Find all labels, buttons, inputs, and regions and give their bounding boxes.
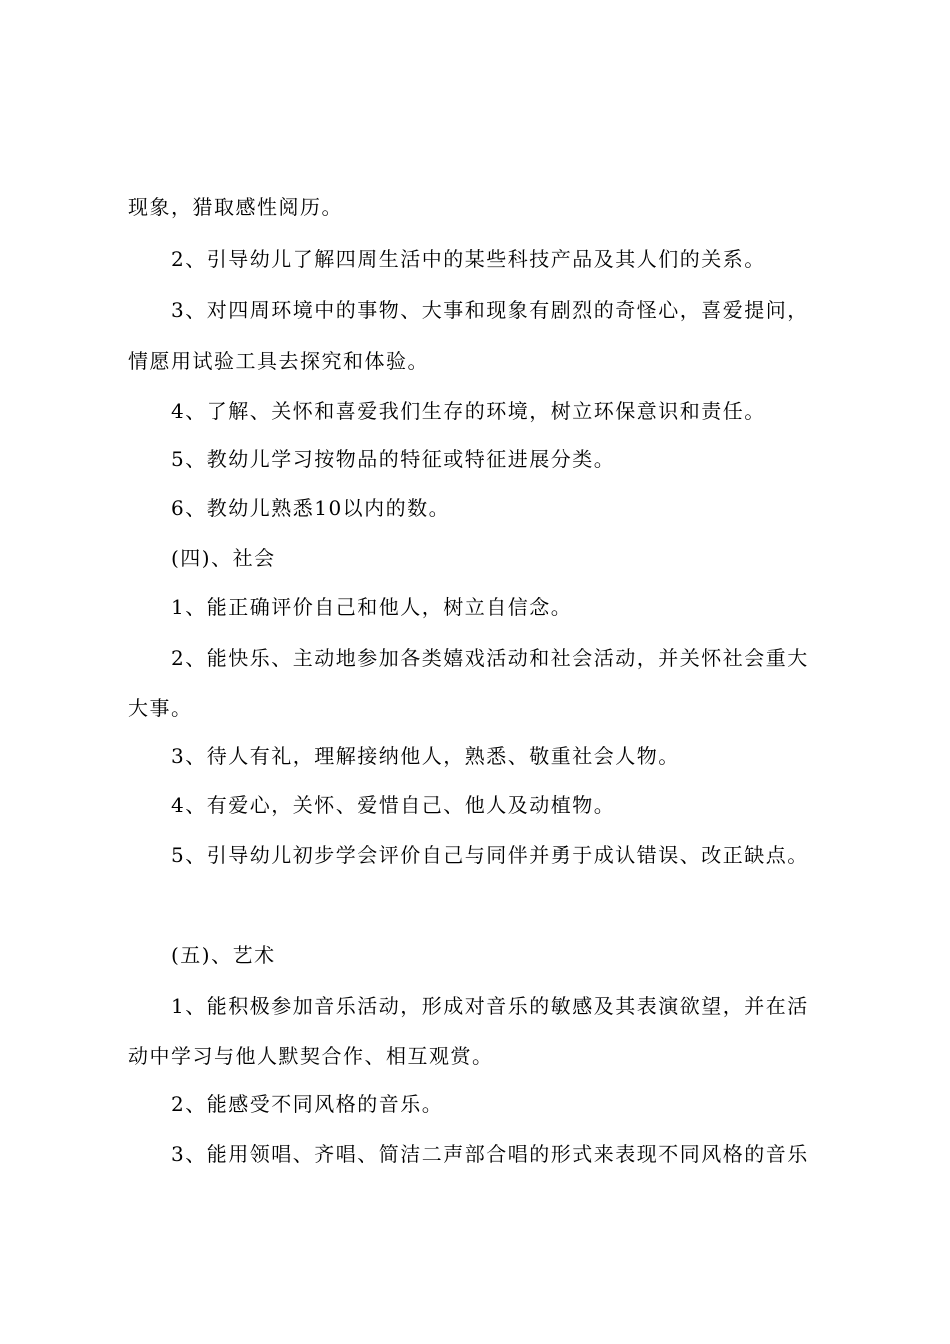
- text-line-12: 3、待人有礼，理解接纳他人，熟悉、敬重社会人物。: [171, 744, 680, 768]
- text-line-19: 3、能用领唱、齐唱、简洁二声部合唱的形式来表现不同风格的音乐: [171, 1142, 809, 1166]
- text-line-6: 5、教幼儿学习按物品的特征或特征进展分类。: [171, 447, 616, 471]
- text-line-7: 6、教幼儿熟悉10以内的数。: [171, 496, 451, 520]
- text-line-11: 大事。: [128, 696, 193, 720]
- text-line-16: 1、能积极参加音乐活动，形成对音乐的敏感及其表演欲望，并在活: [171, 994, 809, 1018]
- section-heading-art: (五)、艺术: [171, 943, 276, 967]
- text-line-2: 2、引导幼儿了解四周生活中的某些科技产品及其人们的关系。: [171, 247, 766, 271]
- text-line-3: 3、对四周环境中的事物、大事和现象有剧烈的奇怪心，喜爱提问，: [171, 298, 809, 322]
- text-line-9: 1、能正确评价自己和他人，树立自信念。: [171, 595, 573, 619]
- text-line-17: 动中学习与他人默契合作、相互观赏。: [128, 1044, 494, 1068]
- text-line-13: 4、有爱心，关怀、爱惜自己、他人及动植物。: [171, 793, 616, 817]
- text-line-4: 情愿用试验工具去探究和体验。: [128, 349, 429, 373]
- text-line-14: 5、引导幼儿初步学会评价自己与同伴并勇于成认错误、改正缺点。: [171, 843, 809, 867]
- text-line-18: 2、能感受不同风格的音乐。: [171, 1092, 444, 1116]
- text-line-1: 现象，猎取感性阅历。: [128, 195, 343, 219]
- text-line-5: 4、了解、关怀和喜爱我们生存的环境，树立环保意识和责任。: [171, 399, 766, 423]
- text-line-10: 2、能快乐、主动地参加各类嬉戏活动和社会活动，并关怀社会重大: [171, 646, 809, 670]
- section-heading-society: (四)、社会: [171, 546, 276, 570]
